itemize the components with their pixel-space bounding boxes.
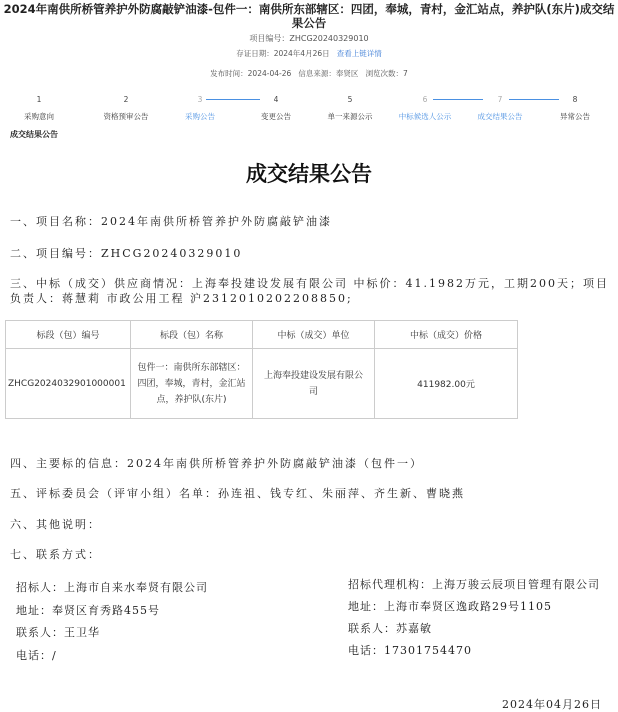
package-name: 包件一：南供所东部辖区：四团，奉城，青村，金汇站点，养护队(东片) — [131, 349, 253, 419]
buyer-address: 地址：奉贤区育秀路455号 — [16, 603, 160, 617]
project-number: 项目编号：ZHCG20240329010 — [249, 34, 369, 43]
document-date: 2024年04月26日 — [502, 698, 602, 711]
project-name: 一、项目名称：2024年南供所桥管养护外防腐敲铲油漆 — [10, 215, 332, 228]
step-number: 2 — [123, 95, 129, 104]
table-header: 标段（包）名称 — [131, 321, 253, 349]
package-code: ZHCG2024032901000001 — [6, 349, 131, 419]
step-number: 4 — [273, 95, 279, 104]
step-procurement-notice[interactable]: 采购公告 — [185, 112, 215, 121]
step-abnormal-notice[interactable]: 异常公告 — [560, 112, 590, 121]
agent-address: 地址：上海市奉贤区逸政路29号1105 — [348, 600, 552, 613]
supplier-info: 三、中标（成交）供应商情况：上海奉投建设发展有限公司 中标价：41.1982万元，工期200天；项目负责人：蒋慧莉 市政公用工程 沪2312010202208850; — [10, 277, 609, 305]
step-number: 7 — [497, 95, 503, 104]
view-count: 浏览次数：7 — [365, 69, 408, 78]
step-number: 8 — [572, 95, 578, 104]
step-number: 1 — [36, 95, 42, 104]
project-code: 二、项目编号：ZHCG20240329010 — [10, 247, 243, 260]
info-source: 信息来源：奉贤区 — [298, 69, 359, 78]
committee-list: 五、评标委员会（评审小组）名单：孙连祖、钱专红、朱丽萍、齐生新、曹晓燕 — [10, 487, 465, 500]
step-number: 5 — [347, 95, 353, 104]
step-number: 6 — [422, 95, 428, 104]
buyer-name: 招标人：上海市自来水奉贤有限公司 — [16, 581, 208, 594]
step-change-notice[interactable]: 变更公告 — [261, 112, 291, 121]
winning-unit: 上海奉投建设发展有限公司 — [253, 349, 375, 419]
buyer-phone: 电话：/ — [16, 648, 57, 662]
step-single-source[interactable]: 单一来源公示 — [327, 112, 373, 121]
section-label: 成交结果公告 — [10, 130, 58, 139]
document-heading: 成交结果公告 — [246, 162, 372, 186]
table-header: 中标（成交）价格 — [375, 321, 518, 349]
table-row — [6, 349, 518, 419]
publish-time: 发布时间：2024-04-26 — [210, 69, 292, 78]
agent-contact-person: 联系人：苏嘉敏 — [348, 622, 432, 635]
chain-details-link[interactable]: 查看上链详情 — [336, 49, 382, 58]
agent-contact — [348, 577, 613, 659]
agent-phone: 电话：17301754470 — [348, 644, 472, 657]
step-result-notice[interactable]: 成交结果公告 — [477, 112, 523, 121]
step-number: 3 — [197, 95, 203, 104]
step-procurement-intent[interactable]: 采购意向 — [24, 112, 54, 121]
table-header: 标段（包）编号 — [6, 321, 131, 349]
contact-heading: 七、联系方式： — [10, 548, 101, 561]
other-notes: 六、其他说明： — [10, 518, 101, 531]
step-prequalification[interactable]: 资格预审公告 — [103, 112, 149, 121]
step-candidate-notice[interactable]: 中标候选人公示 — [398, 112, 452, 121]
result-table — [5, 320, 518, 419]
buyer-contact-person: 联系人：王卫华 — [16, 626, 100, 639]
agent-name: 招标代理机构：上海万骏云辰项目管理有限公司 — [348, 578, 600, 591]
page-title: 2024年南供所桥管养护外防腐敲铲油漆-包件一：南供所东部辖区：四团，奉城，青村，金汇站点，养护队(东片)成交结果公告 — [3, 2, 615, 30]
cert-date: 存证日期：2024年4月26日 — [236, 49, 330, 58]
table-header: 中标（成交）单位 — [253, 321, 375, 349]
buyer-contact — [16, 577, 316, 667]
winning-price: 411982.00元 — [375, 349, 518, 419]
main-subject: 四、主要标的信息：2024年南供所桥管养护外防腐敲铲油漆（包件一） — [10, 457, 423, 470]
